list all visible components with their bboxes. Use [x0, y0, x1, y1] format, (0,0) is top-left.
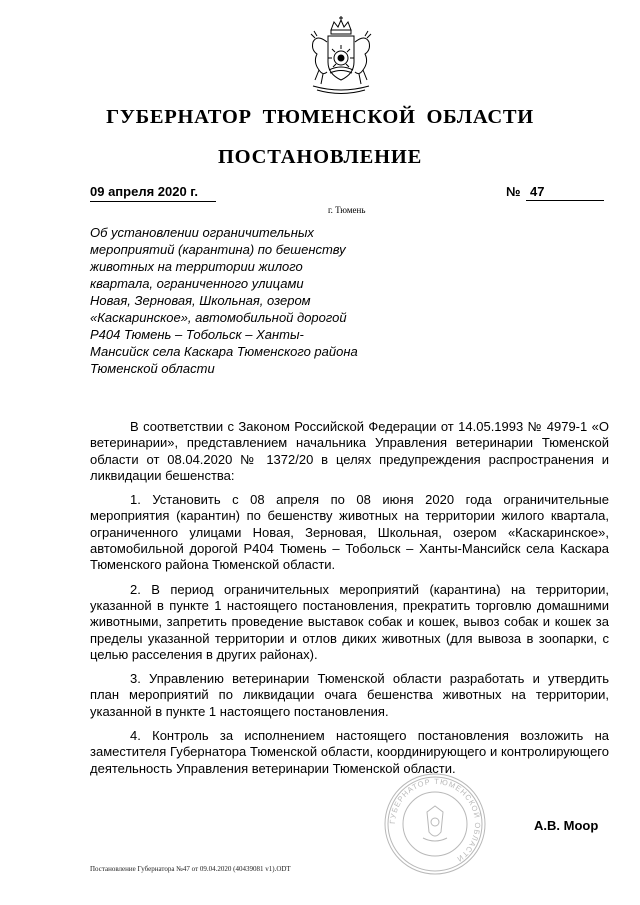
- document-date: 09 апреля 2020 г.: [90, 184, 216, 202]
- subject-line: мероприятий (карантина) по бешенству: [90, 242, 346, 257]
- document-body: [90, 419, 609, 785]
- subject-line: Р404 Тюмень – Тобольск – Ханты-: [90, 327, 304, 342]
- seal-text: ГУБЕРНАТОР ТЮМЕНСКОЙ ОБЛАСТИ: [387, 776, 483, 864]
- body-paragraph-1: 1. Установить с 08 апреля по 08 июня 2020 года ограничительные мероприятия (карантин) по бешенству животных на территории жилого квартала, ограниченного улицами Новая, Зерновая, Школьная, озером «Каскаринское», автомобильной дорогой Р404 Тюмень – Тобольск – Ханты-Мансийск села Каскара Тюменского района Тюменской области.: [90, 492, 609, 573]
- subject-line: Новая, Зерновая, Школьная, озером: [90, 293, 311, 308]
- document-city: г. Тюмень: [328, 205, 366, 215]
- document-type: ПОСТАНОВЛЕНИЕ: [217, 146, 423, 168]
- subject-line: «Каскаринское», автомобильной дорогой: [90, 310, 347, 325]
- subject-line: Мансийск села Каскара Тюменского района: [90, 344, 358, 359]
- document-number-label: №: [506, 184, 521, 199]
- document-subject: [90, 224, 390, 377]
- body-paragraph-3: 3. Управлению ветеринарии Тюменской области разработать и утвердить план мероприятий по ликвидации очага бешенства животных на территории, указанной в пункте 1 настоящего постановления.: [90, 671, 609, 719]
- body-paragraph-2: 2. В период ограничительных мероприятий (карантина) на территории, указанной в пункте 1 настоящего постановления, прекратить торговлю домашними животными, запретить проведение выставок собак и кошек, вывоз собак и кошек за пределы указанной территории и отлов диких животных (для вывоза в зоопарки, с целью расселения в других районах).: [90, 581, 609, 662]
- governor-title: ГУБЕРНАТОР ТЮМЕНСКОЙ ОБЛАСТИ: [106, 106, 534, 128]
- coat-of-arms-icon: [303, 14, 379, 98]
- subject-line: квартала, ограниченного улицами: [90, 276, 304, 291]
- body-paragraph-preamble: В соответствии с Законом Российской Федерации от 14.05.1993 № 4979-1 «О ветеринарии», представлением начальника Управления ветеринарии Тюменской области от 08.04.2020 № 1372/20 в целях предупреждения распространения и ликвидации бешенства:: [90, 419, 609, 483]
- document-number: 47: [526, 184, 604, 201]
- signatory-name: А.В. Моор: [534, 818, 599, 833]
- body-paragraph-4: 4. Контроль за исполнением настоящего постановления возложить на заместителя Губернатора Тюменской области, координирующего и контролирующего деятельность Управления ветеринарии Тюменской области.: [90, 728, 609, 776]
- official-seal-icon: [383, 772, 487, 876]
- footer-file-reference: Постановление Губернатора №47 от 09.04.2020 (40439081 v1).ODT: [90, 865, 291, 873]
- subject-line: Об установлении ограничительных: [90, 225, 314, 240]
- subject-line: Тюменской области: [90, 361, 215, 376]
- subject-line: животных на территории жилого: [90, 259, 303, 274]
